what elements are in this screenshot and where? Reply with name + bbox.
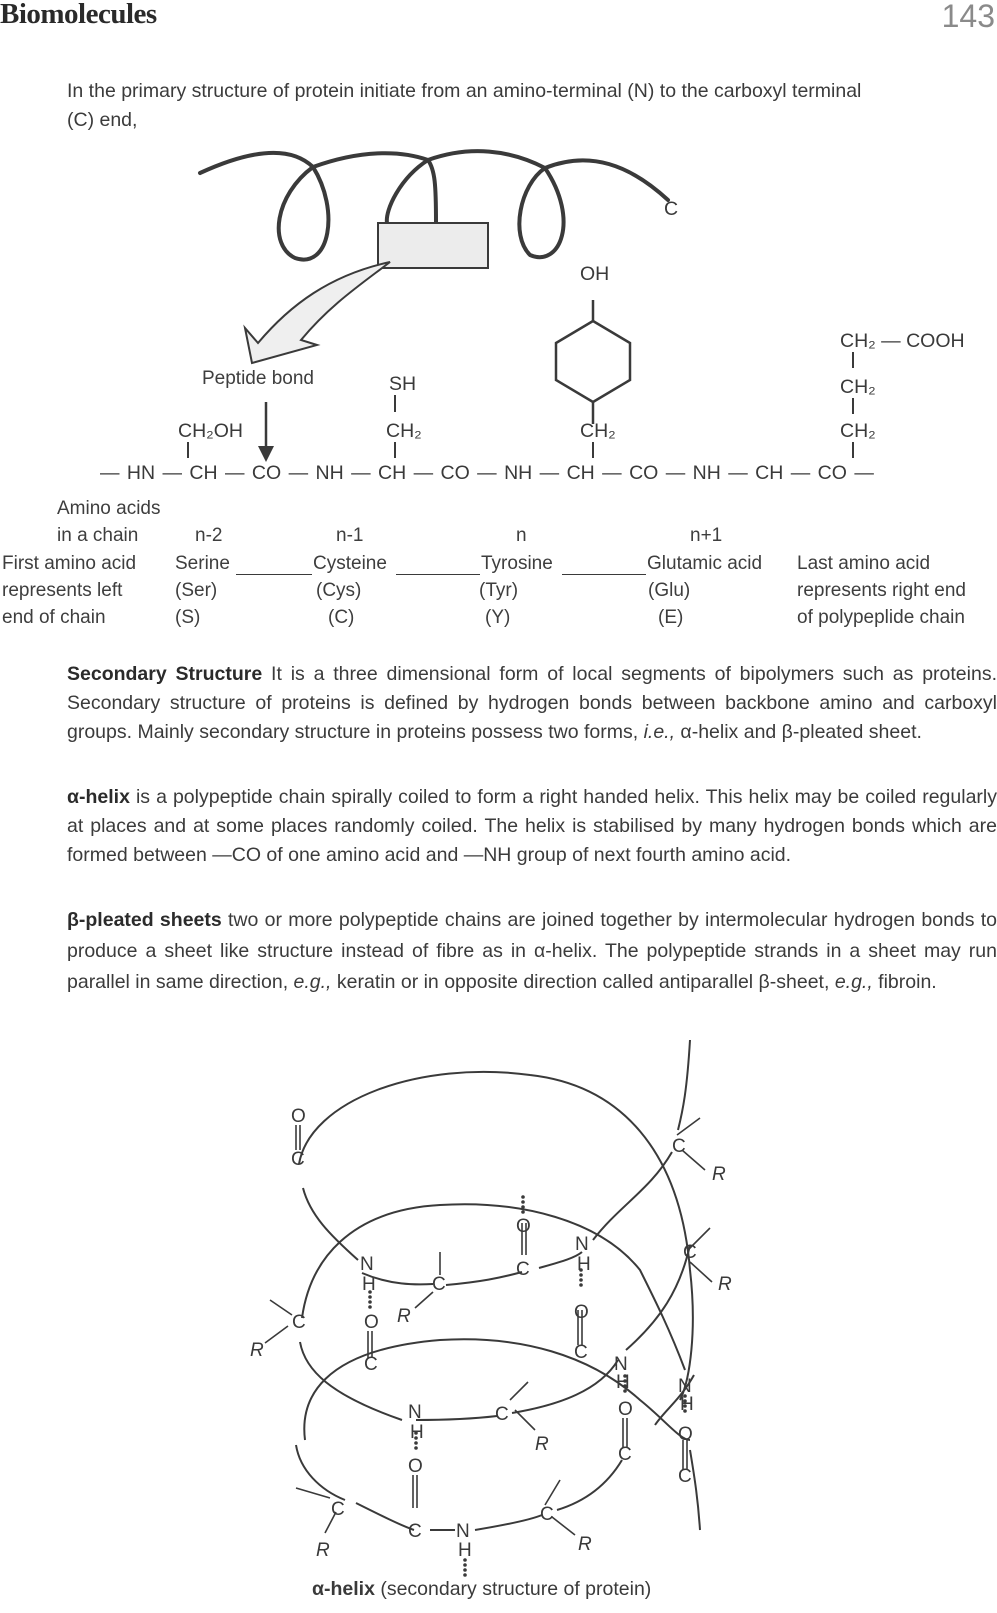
glutamic-ch2-b: CH₂ (840, 420, 876, 442)
svg-text:N: N (360, 1254, 374, 1275)
caption-text: (secondary structure of protein) (374, 1578, 652, 1600)
left-note-2: represents left (2, 580, 123, 601)
svg-text:N: N (456, 1521, 470, 1542)
beta-text-1: two or more polypeptide chains are joined together by intermolecular hydrogen bonds to produce a sheet like structure instead of fibre as in α-helix. The polypeptide strands in a sheet may run parallel in same direction, (67, 909, 997, 993)
svg-text:H: H (680, 1394, 694, 1415)
right-note-1: Last amino acid (797, 553, 931, 574)
intro-line-2: (C) end, (67, 109, 138, 131)
svg-text:O: O (364, 1312, 379, 1333)
svg-text:C: C (364, 1354, 378, 1375)
position-n-1: n-1 (336, 525, 364, 546)
svg-text:C: C (683, 1242, 697, 1263)
svg-text:H: H (577, 1254, 591, 1275)
svg-text:C: C (618, 1444, 632, 1465)
serine-side-chain: CH₂OH (178, 420, 243, 442)
beta-text-3: fibroin. (872, 971, 937, 993)
amino-acids-label-1: Amino acids (57, 498, 161, 519)
abbr3-glu: (Glu) (648, 580, 691, 601)
right-note-2: represents right end (797, 580, 966, 601)
svg-text:N: N (408, 1402, 422, 1423)
svg-text:C: C (331, 1499, 345, 1520)
intro-line-1: In the primary structure of protein initiate from an amino-terminal (N) to the carboxyl terminal (67, 80, 862, 102)
secondary-text: It is a three dimensional form of local segments of bipolymers such as proteins. Secondary structure of proteins is defined by hydrogen bonds between backbone amino and carboxyl groups. Mainly secondary structure in proteins possess two forms, (67, 663, 997, 743)
helix-atom-labels (250, 1106, 732, 1561)
svg-text:C: C (540, 1504, 554, 1525)
svg-text:O: O (408, 1456, 423, 1477)
right-note-3: of polypeplide chain (797, 607, 965, 628)
svg-text:H: H (410, 1422, 424, 1443)
alpha-helix-heading: α-helix (67, 786, 130, 808)
svg-text:C: C (678, 1466, 692, 1487)
tyrosine-ch2: CH₂ (580, 420, 616, 442)
svg-text:H: H (458, 1540, 472, 1561)
c-terminal-label: C (664, 198, 679, 220)
svg-text:R: R (535, 1434, 549, 1455)
beta-text-2: keratin or in opposite direction called antiparallel β-sheet, (331, 971, 835, 993)
substituent-bonds (265, 1118, 712, 1535)
svg-text:H: H (362, 1274, 376, 1295)
svg-text:O: O (574, 1302, 589, 1323)
alpha-helix-text: is a polypeptide chain spirally coiled to form a right handed helix. This helix may be coiled regularly at places and at some places randomly coiled. The helix is stabilised by many hydrogen bonds which are formed between —CO of one amino acid and —NH group of next fourth amino acid. (67, 786, 997, 866)
svg-text:C: C (291, 1149, 305, 1170)
svg-text:C: C (672, 1136, 686, 1157)
abbr3-cys: (Cys) (316, 580, 362, 601)
glutamic-top-label: CH₂ — COOH (840, 330, 965, 352)
svg-text:C: C (574, 1342, 588, 1363)
svg-text:O: O (291, 1106, 306, 1127)
svg-text:N: N (575, 1234, 589, 1255)
beta-sheets-heading: β-pleated sheets (67, 909, 222, 931)
glutamic-ch2-a: CH₂ (840, 376, 876, 398)
residue-tyrosine: Tyrosine (481, 553, 553, 574)
svg-text:C: C (516, 1259, 530, 1280)
peptide-bond-label: Peptide bond (202, 368, 314, 389)
svg-text:R: R (250, 1340, 264, 1361)
cysteine-ch2: CH₂ (386, 420, 422, 442)
svg-text:C: C (408, 1521, 422, 1542)
cysteine-sh-label: SH (389, 373, 417, 395)
svg-text:O: O (516, 1216, 531, 1237)
ie-italic: i.e., (643, 721, 676, 743)
secondary-text-end: α-helix and β-pleated sheet. (675, 721, 922, 743)
svg-text:O: O (678, 1424, 693, 1445)
amino-acids-label-2: in a chain (57, 525, 139, 546)
svg-text:R: R (718, 1274, 732, 1295)
abbr1-c: (C) (328, 607, 355, 628)
chapter-title: Biomolecules (0, 0, 157, 30)
svg-text:R: R (578, 1534, 592, 1555)
residue-glutamic: Glutamic acid (647, 553, 763, 574)
peptide-backbone: — HN — CH — CO — NH — CH — CO — NH — CH — CO — NH — CH — CO — (100, 462, 874, 484)
abbr1-s: (S) (175, 607, 201, 628)
figure-caption (312, 1578, 651, 1601)
secondary-heading: Secondary Structure (67, 663, 263, 685)
caption-bold: α-helix (312, 1578, 375, 1600)
svg-text:R: R (316, 1540, 330, 1561)
position-n-2: n-2 (195, 525, 223, 546)
eg-italic: e.g., (293, 971, 332, 993)
svg-text:N: N (614, 1354, 628, 1375)
tyrosine-oh-label: OH (580, 263, 610, 285)
abbr3-ser: (Ser) (175, 580, 218, 601)
page-number: 143 (941, 0, 995, 34)
helix-backbone (296, 1040, 700, 1530)
eg-italic: e.g., (834, 971, 873, 993)
svg-text:C: C (432, 1274, 446, 1295)
svg-text:R: R (712, 1164, 726, 1185)
svg-text:N: N (678, 1376, 692, 1397)
left-note-3: end of chain (2, 607, 106, 628)
svg-text:C: C (292, 1312, 306, 1333)
residue-cysteine: Cysteine (313, 553, 387, 574)
abbr3-tyr: (Tyr) (479, 580, 519, 601)
svg-text:O: O (618, 1399, 633, 1420)
left-note-1: First amino acid (2, 553, 137, 574)
abbr1-y: (Y) (485, 607, 511, 628)
residue-serine: Serine (175, 553, 230, 574)
position-n: n (516, 525, 527, 546)
abbr1-e: (E) (658, 607, 684, 628)
svg-text:R: R (397, 1306, 411, 1327)
position-n-plus-1: n+1 (690, 525, 723, 546)
svg-text:H: H (616, 1372, 630, 1393)
svg-text:C: C (495, 1404, 509, 1425)
